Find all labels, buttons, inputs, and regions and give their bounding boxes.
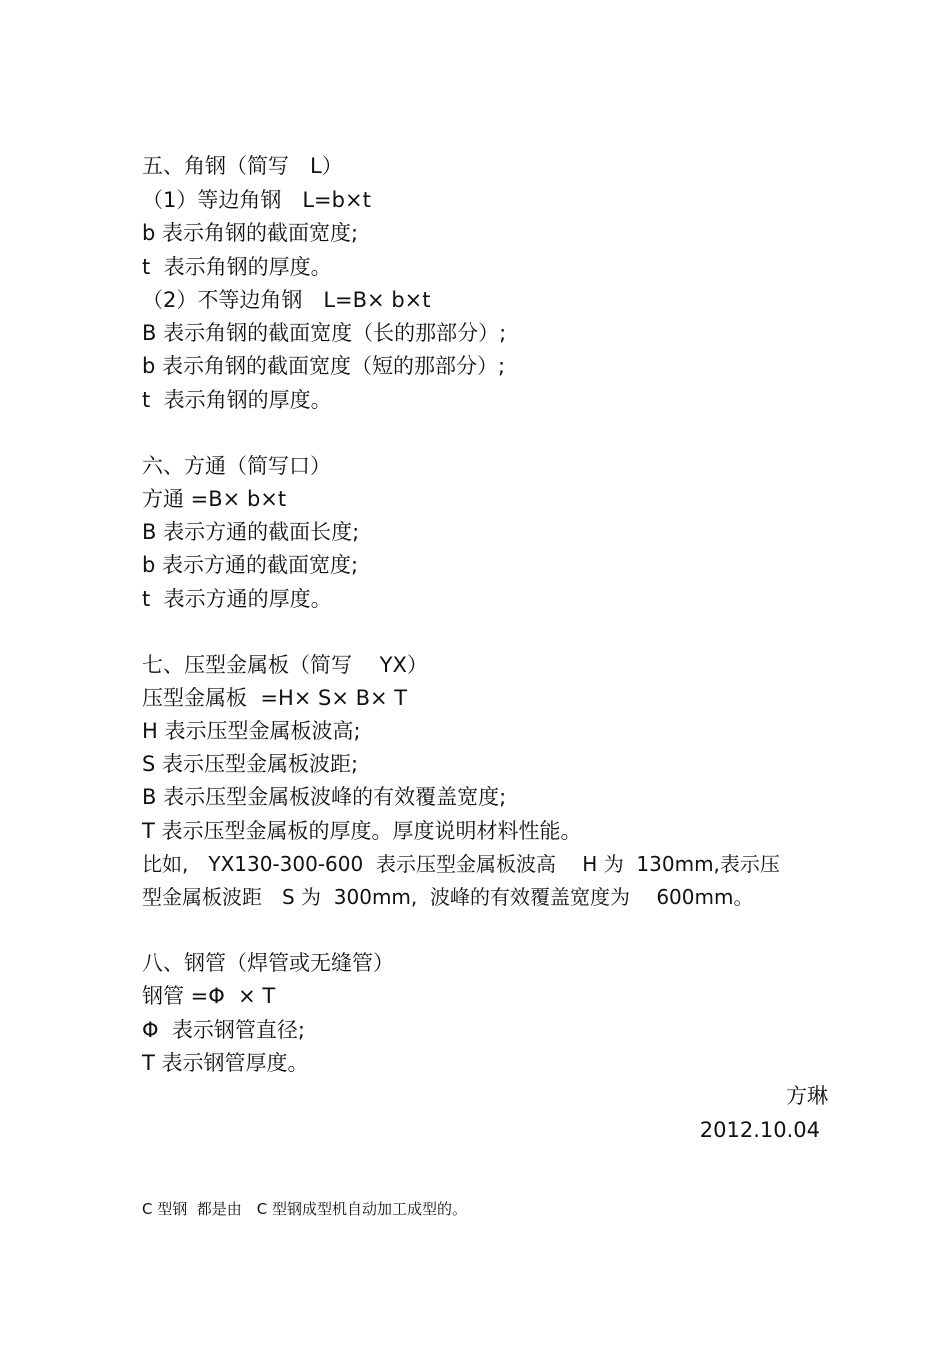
footnote: C 型钢 都是由 C 型钢成型机自动加工成型的。 xyxy=(142,1200,468,1218)
section-7-B-desc: B 表示压型金属板波峰的有效覆盖宽度; xyxy=(142,785,507,809)
section-6-formula: 方通 =B× b×t xyxy=(142,487,287,511)
section-7-H-desc: H 表示压型金属板波高; xyxy=(142,719,361,743)
section-5-equal-angle-b-desc: b 表示角钢的截面宽度; xyxy=(142,221,359,245)
section-5-equal-angle-formula: （1）等边角钢 L=b×t xyxy=(142,188,371,212)
section-6-heading: 六、方通（简写口） xyxy=(142,454,331,478)
section-5-unequal-angle-formula: （2）不等边角钢 L=B× b×t xyxy=(142,288,431,312)
signature-author: 方琳 xyxy=(786,1084,828,1108)
section-8-formula: 钢管 =Φ × T xyxy=(142,984,276,1008)
section-7-heading: 七、压型金属板（简写 YX） xyxy=(142,653,428,677)
section-5-unequal-angle-B-desc: B 表示角钢的截面宽度（长的那部分）; xyxy=(142,321,507,345)
section-7-example-line-1: 比如, YX130-300-600 表示压型金属板波高 H 为 130mm,表示压 xyxy=(142,852,780,876)
section-6-t-desc: t 表示方通的厚度。 xyxy=(142,587,332,611)
section-7-T-desc: T 表示压型金属板的厚度。厚度说明材料性能。 xyxy=(142,819,582,843)
section-7-S-desc: S 表示压型金属板波距; xyxy=(142,752,359,776)
section-6-B-desc: B 表示方通的截面长度; xyxy=(142,520,360,544)
section-8-heading: 八、钢管（焊管或无缝管） xyxy=(142,951,394,975)
section-5-unequal-angle-b-desc: b 表示角钢的截面宽度（短的那部分）; xyxy=(142,354,506,378)
section-7-example-line-2: 型金属板波距 S 为 300mm, 波峰的有效覆盖宽度为 600mm。 xyxy=(142,885,754,909)
section-8-phi-desc: Φ 表示钢管直径; xyxy=(142,1018,305,1042)
signature-date: 2012.10.04 xyxy=(699,1118,820,1142)
section-5-unequal-angle-t-desc: t 表示角钢的厚度。 xyxy=(142,388,332,412)
section-8-T-desc: T 表示钢管厚度。 xyxy=(142,1051,309,1075)
section-5-heading: 五、角钢（简写 L） xyxy=(142,154,343,178)
section-7-formula: 压型金属板 =H× S× B× T xyxy=(142,686,408,710)
section-5-equal-angle-t-desc: t 表示角钢的厚度。 xyxy=(142,255,332,279)
section-6-b-desc: b 表示方通的截面宽度; xyxy=(142,553,359,577)
